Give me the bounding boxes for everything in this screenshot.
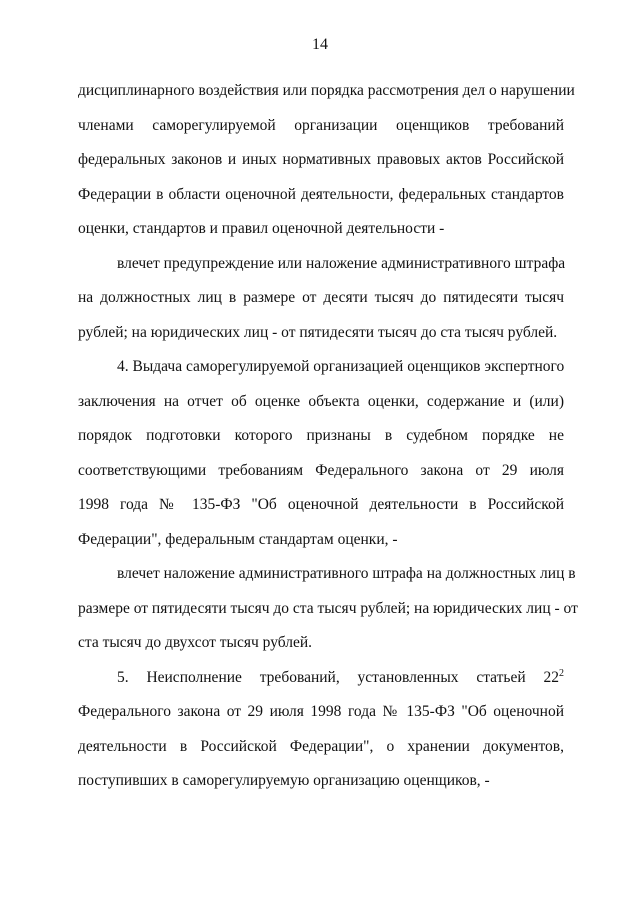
text-line-11: порядок подготовки которого признаны в судебном порядке не — [78, 427, 564, 444]
text-line-14: Федерации", федеральным стандартам оценки, - — [78, 530, 398, 548]
page-number: 14 — [312, 36, 328, 53]
document-body — [78, 78, 578, 803]
text-line-18-main: 5. Неисполнение требований, установленных статьей 22 — [117, 668, 559, 686]
text-line-16: размере от пятидесяти тысяч до ста тысяч рублей; на юридических лиц - от — [78, 599, 578, 617]
article-superscript: 2 — [559, 667, 564, 679]
text-line-18 — [78, 665, 564, 700]
text-line-6: влечет предупреждение или наложение административного штрафа — [117, 254, 566, 272]
text-line-4: Федерации в области оценочной деятельности, федеральных стандартов — [78, 185, 564, 203]
text-line-10: заключения на отчет об оценке объекта оценки, содержание и (или) — [78, 392, 564, 410]
text-line-5: оценки, стандартов и правил оценочной деятельности - — [78, 220, 445, 237]
text-line-8: рублей; на юридических лиц - от пятидесяти тысяч до ста тысяч рублей. — [78, 323, 558, 341]
text-line-2: членами саморегулируемой организации оценщиков требований — [78, 116, 564, 134]
text-line-3: федеральных законов и иных нормативных правовых актов Российской — [78, 151, 564, 168]
text-line-7: на должностных лиц в размере от десяти тысяч до пятидесяти тысяч — [78, 289, 564, 306]
text-line-9: 4. Выдача саморегулируемой организацией оценщиков экспертного — [117, 358, 565, 375]
text-line-19: Федерального закона от 29 июля 1998 года № 135-ФЗ "Об оценочной — [78, 703, 564, 720]
text-line-1: дисциплинарного воздействия или порядка рассмотрения дел о нарушении — [78, 82, 575, 99]
text-line-15: влечет наложение административного штрафа на должностных лиц в — [117, 565, 576, 582]
text-line-20: деятельности в Российской Федерации", о хранении документов, — [78, 737, 564, 755]
text-line-17: ста тысяч до двухсот тысяч рублей. — [78, 634, 313, 651]
text-line-13: 1998 года № 135-ФЗ "Об оценочной деятельности в Российской — [78, 496, 564, 513]
text-line-12: соответствующими требованиям Федерального закона от 29 июля — [78, 461, 564, 479]
text-line-21: поступивших в саморегулируемую организацию оценщиков, - — [78, 772, 490, 789]
